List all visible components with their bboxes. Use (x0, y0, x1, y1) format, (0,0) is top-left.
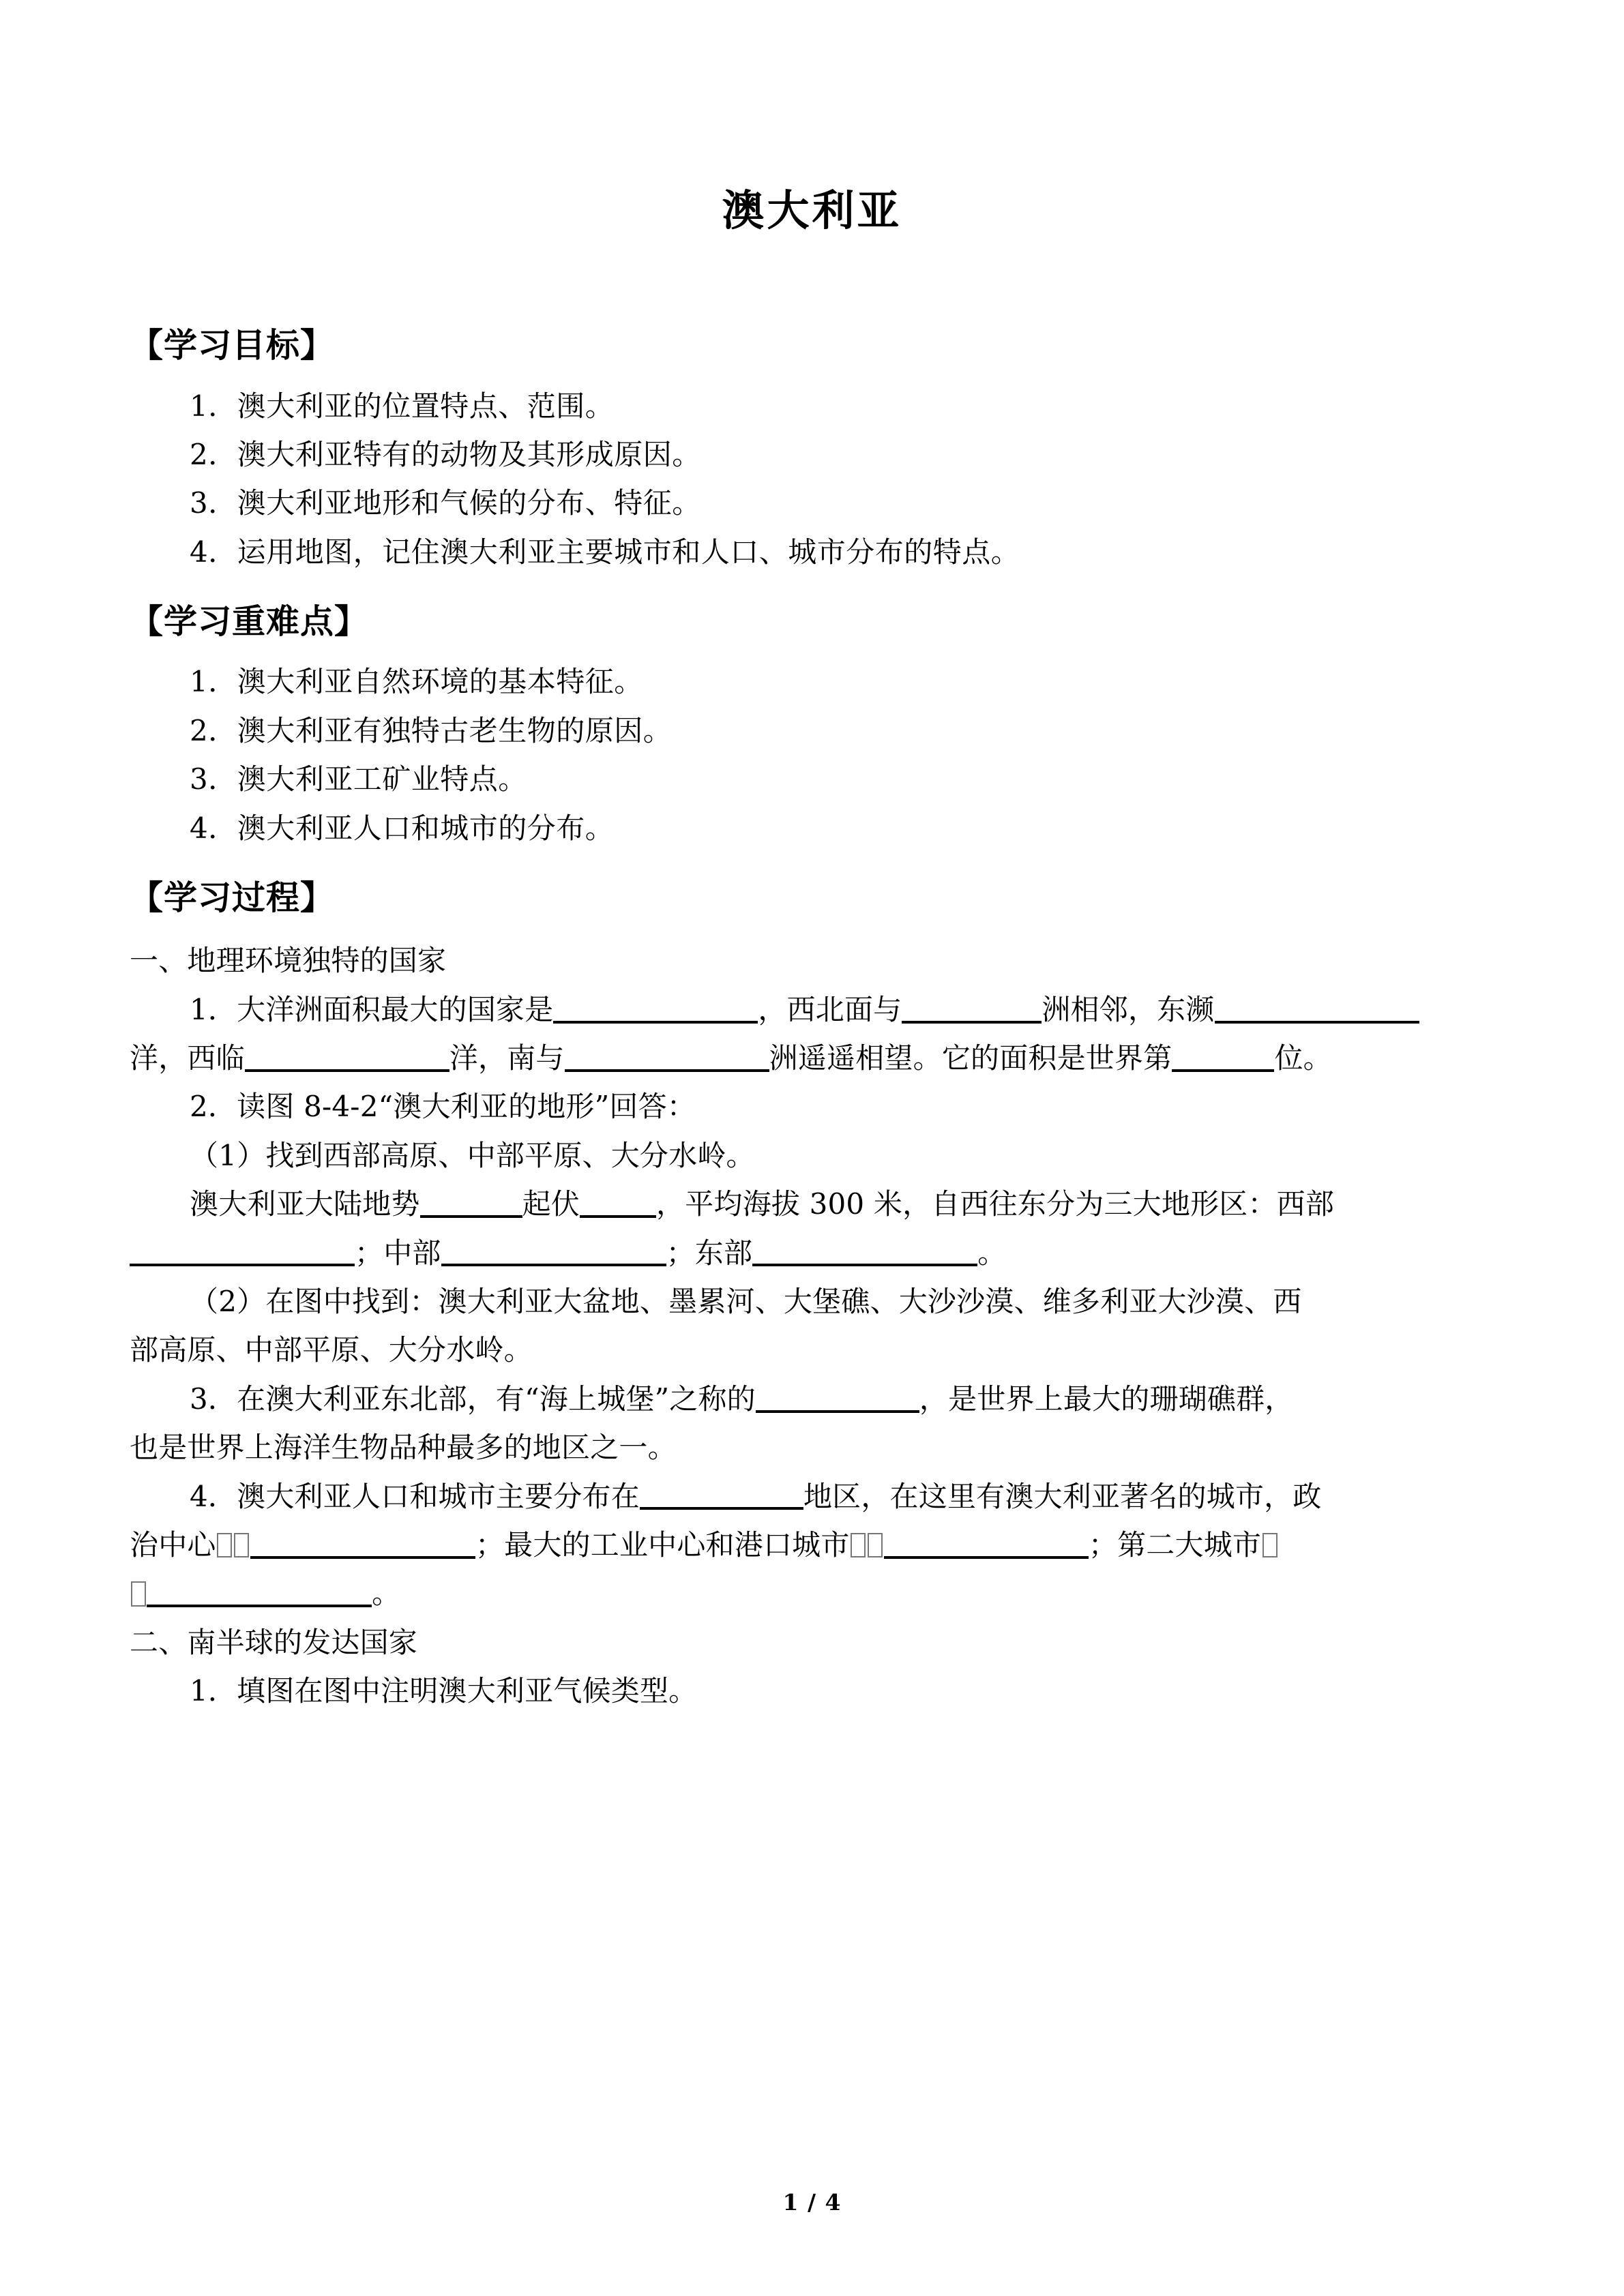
missing-glyph-box-icon (1263, 1533, 1278, 1557)
question-3-text-b: ，是世界上最大的珊瑚礁群， (919, 1382, 1294, 1416)
question-4-text-a: 4．澳大利亚人口和城市主要分布在 (190, 1479, 640, 1513)
question-2-lead: 2．读图 8-4-2“澳大利亚的地形”回答： (190, 1090, 696, 1124)
question-1-text-g: 位。 (1274, 1041, 1332, 1075)
page-number-footer: 1 / 4 (782, 2189, 842, 2216)
question-2-sub-2-line-1: （2）在图中找到：澳大利亚大盆地、墨累河、大堡礁、大沙沙漠、维多利亚大沙漠、西 (190, 1285, 1302, 1318)
question-1-text-f: 洲遥遥相望。它的面积是世界第 (769, 1041, 1172, 1075)
learning-process-body (130, 919, 1494, 1715)
list-item: 3．澳大利亚地形和气候的分布、特征。 (190, 486, 701, 520)
blank-field[interactable] (640, 1477, 803, 1510)
question-1-text-c: 洲相邻，东濒 (1042, 992, 1215, 1026)
blank-field[interactable] (130, 1234, 355, 1266)
list-item: 2．澳大利亚有独特古老生物的原因。 (190, 713, 673, 747)
question-4-text-d: ；最大的工业中心和港口城市 (475, 1527, 850, 1562)
blank-field[interactable] (1215, 990, 1419, 1023)
question-1-text-b: ，西北面与 (758, 992, 902, 1026)
section-header-learning-process: 【学习过程】 (130, 878, 335, 918)
question-2-terrain-line-2 (130, 1229, 1494, 1277)
part-two-question-1: 1．填图在图中注明澳大利亚气候类型。 (190, 1674, 698, 1708)
blank-field[interactable] (420, 1185, 522, 1218)
question-1-text-e: 洋，南与 (449, 1041, 565, 1075)
blank-field[interactable] (580, 1185, 656, 1218)
question-3-text-a: 3．在澳大利亚东北部，有“海上城堡”之称的 (190, 1382, 756, 1416)
blank-field[interactable] (756, 1380, 919, 1413)
question-2-sub-1: （1）找到西部高原、中部平原、大分水岭。 (190, 1138, 755, 1172)
missing-glyph-box-icon (217, 1533, 232, 1557)
question-1-text-d: 洋，西临 (130, 1041, 245, 1075)
question-4-text-b: 地区，在这里有澳大利亚著名的城市，政 (803, 1479, 1322, 1513)
key-difficulties-list (130, 642, 1494, 852)
list-item: 3．澳大利亚工矿业特点。 (190, 762, 527, 796)
blank-field[interactable] (245, 1039, 449, 1072)
question-2-terrain-text-f: 。 (977, 1236, 1007, 1270)
question-4-line-3 (130, 1569, 1494, 1617)
blank-field[interactable] (902, 990, 1042, 1023)
question-4-text-c: 治中心 (130, 1527, 216, 1562)
learning-goals-list (130, 367, 1494, 577)
question-1-line-2 (130, 1034, 1494, 1082)
missing-glyph-box-icon (234, 1533, 249, 1557)
question-3-line-1 (130, 1375, 1494, 1423)
blank-field[interactable] (884, 1526, 1089, 1559)
section-header-key-difficulties: 【学习重难点】 (130, 601, 369, 642)
page-title: 澳大利亚 (722, 185, 902, 235)
blank-field[interactable] (752, 1234, 977, 1266)
section-header-learning-goals: 【学习目标】 (130, 325, 335, 366)
question-2-terrain-text-e: ；东部 (666, 1236, 753, 1270)
question-2-terrain-text-c: ，平均海拔 300 米，自西往东分为三大地形区：西部 (656, 1187, 1335, 1221)
question-1-text-a: 1．大洋洲面积最大的国家是 (190, 992, 554, 1026)
question-2-terrain-text-d: ；中部 (355, 1236, 441, 1270)
blank-field[interactable] (553, 990, 758, 1023)
question-4-text-f: 。 (372, 1577, 401, 1611)
question-2-sub-2-line-2: 部高原、中部平原、大分水岭。 (130, 1333, 533, 1367)
missing-glyph-box-icon (851, 1533, 866, 1557)
list-item: 4．澳大利亚人口和城市的分布。 (190, 811, 615, 845)
question-1-line-1 (130, 985, 1494, 1034)
subsection-heading-part-one: 一、地理环境独特的国家 (130, 944, 447, 978)
question-4-text-e: ；第二大城市 (1088, 1527, 1262, 1562)
blank-field[interactable] (1172, 1039, 1274, 1072)
list-item: 1．澳大利亚自然环境的基本特征。 (190, 665, 643, 699)
question-2-terrain-text-b: 起伏 (522, 1187, 580, 1221)
blank-field[interactable] (565, 1039, 769, 1072)
missing-glyph-box-icon (131, 1581, 146, 1606)
question-2-terrain-line-1 (130, 1180, 1494, 1228)
question-4-line-1 (130, 1472, 1494, 1521)
list-item: 2．澳大利亚特有的动物及其形成原因。 (190, 438, 701, 472)
question-3-line-2: 也是世界上海洋生物品种最多的地区之一。 (130, 1431, 677, 1465)
blank-field[interactable] (250, 1526, 475, 1559)
list-item: 1．澳大利亚的位置特点、范围。 (190, 389, 615, 423)
list-item: 4．运用地图，记住澳大利亚主要城市和人口、城市分布的特点。 (190, 535, 1020, 569)
subsection-heading-part-two: 二、南半球的发达国家 (130, 1625, 418, 1659)
blank-field[interactable] (147, 1575, 372, 1607)
missing-glyph-box-icon (868, 1533, 883, 1557)
blank-field[interactable] (441, 1234, 666, 1266)
question-4-line-2 (130, 1521, 1494, 1569)
question-2-terrain-text-a: 澳大利亚大陆地势 (190, 1187, 420, 1221)
